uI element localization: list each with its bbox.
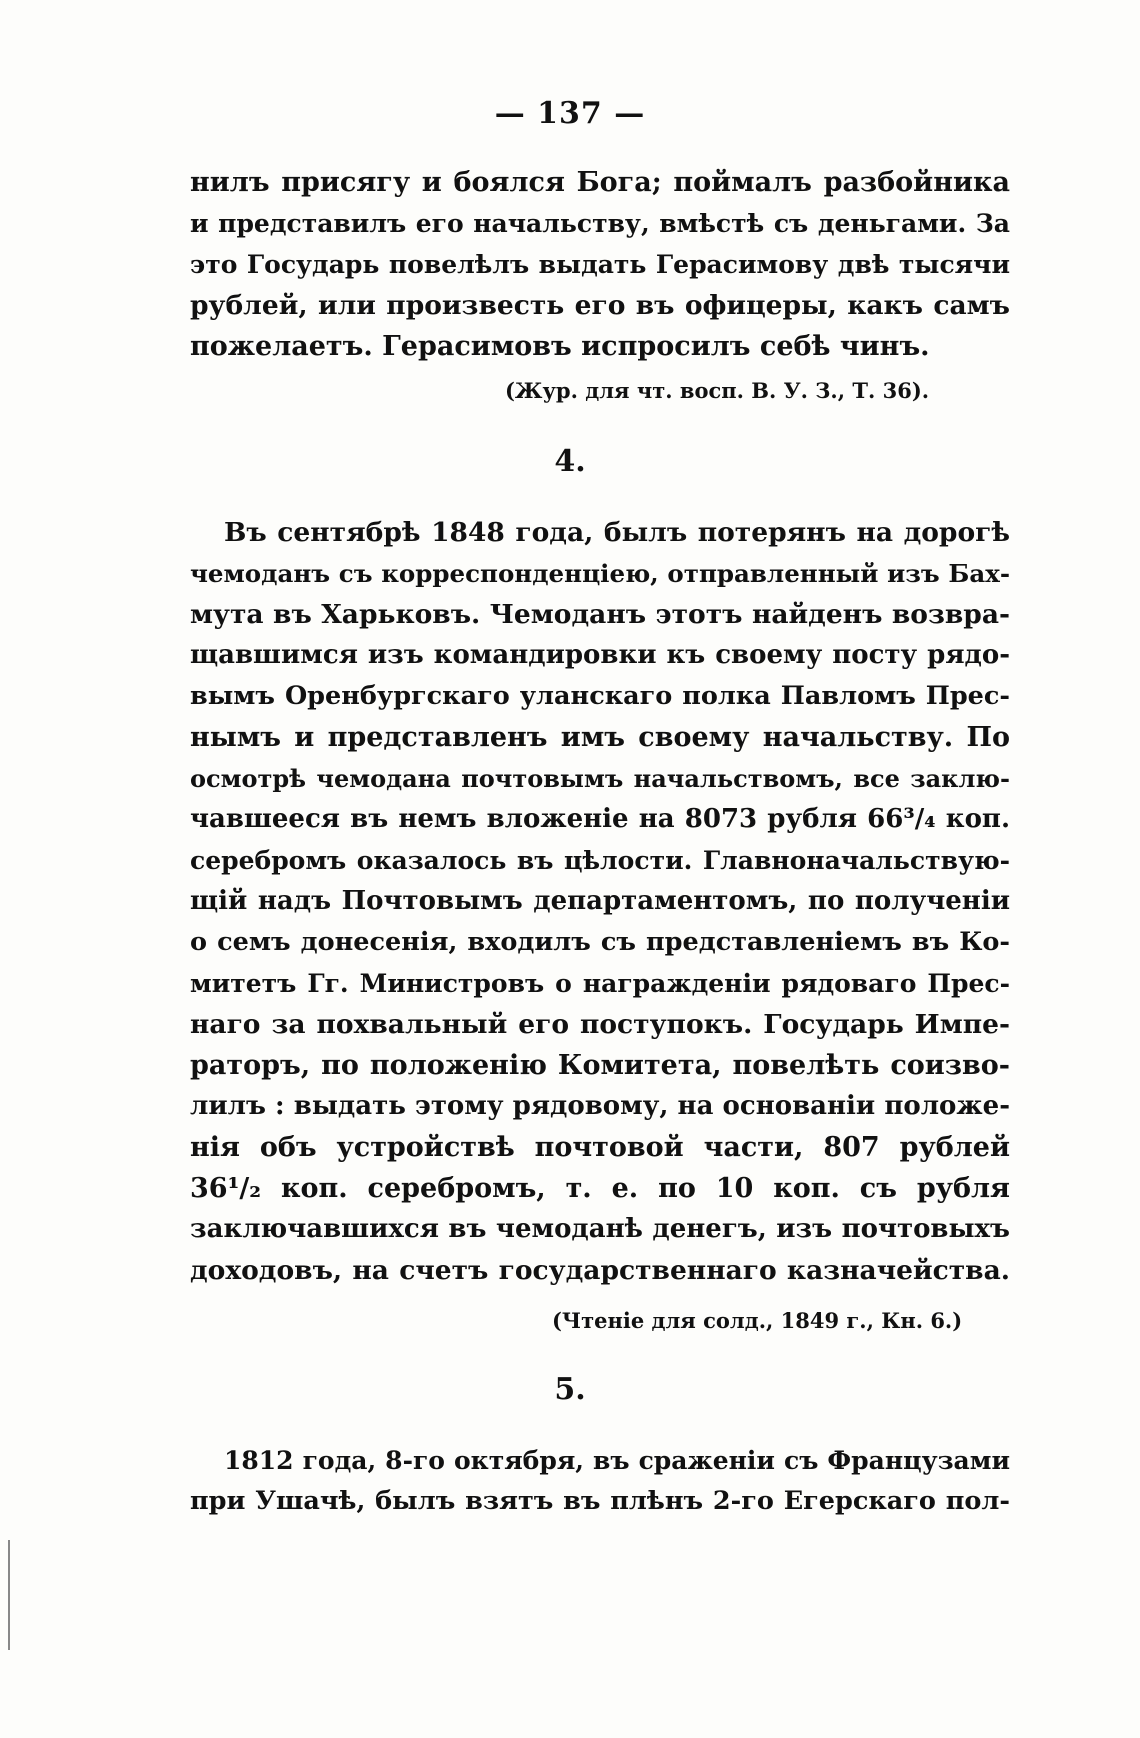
citation-2: (Чтеніе для солд., 1849 г., Кн. 6.)	[552, 1308, 963, 1333]
text-line: вымъ Оренбургскаго уланскаго полка Павломъ Прес-	[190, 681, 1010, 711]
text-line: нилъ присягу и боялся Бога; поймалъ разбойника	[190, 167, 1010, 198]
text-line: мута въ Харьковъ. Чемоданъ этотъ найденъ возвра-	[190, 599, 1010, 630]
text-line: 36¹/₂ коп. серебромъ, т. е. по 10 коп. съ рубля	[190, 1173, 1010, 1204]
page-number: — 137 —	[494, 96, 646, 131]
text-line: заключавшихся въ чемоданѣ денегъ, изъ почтовыхъ	[190, 1214, 1010, 1244]
text-line: чемоданъ съ корреспонденціею, отправленный изъ Бах-	[190, 559, 1010, 588]
text-line: наго за похвальный его поступокъ. Государь Импе-	[190, 1009, 1010, 1040]
text-line: пожелаетъ. Герасимовъ испросилъ себѣ чинъ.	[190, 331, 930, 362]
section-number-4: 4.	[554, 444, 586, 479]
section-5-paragraph	[190, 1440, 1010, 1522]
text-line: при Ушачѣ, былъ взятъ въ плѣнъ 2-го Егерскаго пол-	[190, 1486, 1010, 1516]
section-4-paragraph	[190, 512, 1010, 1291]
text-line: раторъ, по положенію Комитета, повелѣть соизво-	[190, 1050, 1010, 1081]
text-line: рублей, или произвесть его въ офицеры, какъ самъ	[190, 290, 1010, 321]
citation-1: (Жур. для чт. восп. В. У. З., Т. 36).	[505, 378, 930, 403]
text-line: о семъ донесенія, входилъ съ представленіемъ въ Ко-	[190, 927, 1010, 957]
text-line: и представилъ его начальству, вмѣстѣ съ деньгами. За	[190, 209, 1010, 238]
text-line: 1812 года, 8-го октября, въ сраженіи съ Французами	[224, 1446, 1010, 1475]
scan-margin-mark	[8, 1540, 10, 1650]
text-line: это Государь повелѣлъ выдать Герасимову двѣ тысячи	[190, 250, 1010, 279]
text-line: осмотрѣ чемодана почтовымъ начальствомъ, все заклю-	[190, 764, 1010, 793]
text-line: митетъ Гг. Министровъ о награжденіи рядоваго Прес-	[190, 969, 1010, 998]
text-line: серебромъ оказалось въ цѣлости. Главноначальствую-	[190, 846, 1010, 875]
text-line: чавшееся въ немъ вложеніе на 8073 рубля 66³/₄ коп.	[190, 804, 1010, 834]
text-line: нія объ устройствѣ почтовой части, 807 рублей	[190, 1132, 1010, 1163]
text-line: лилъ : выдать этому рядовому, на основаніи положе-	[190, 1091, 1010, 1121]
text-line: щій надъ Почтовымъ департаментомъ, по полученіи	[190, 886, 1010, 916]
paragraph-continuation	[190, 162, 1010, 367]
text-line: доходовъ, на счетъ государственнаго казначейства.	[190, 1255, 1010, 1286]
section-number-5: 5.	[554, 1372, 586, 1407]
text-line: нымъ и представленъ имъ своему начальству. По	[190, 722, 1010, 753]
text-line: щавшимся изъ командировки къ своему посту рядо-	[190, 640, 1010, 670]
text-line: Въ сентябрѣ 1848 года, былъ потерянъ на дорогѣ	[224, 517, 1010, 548]
